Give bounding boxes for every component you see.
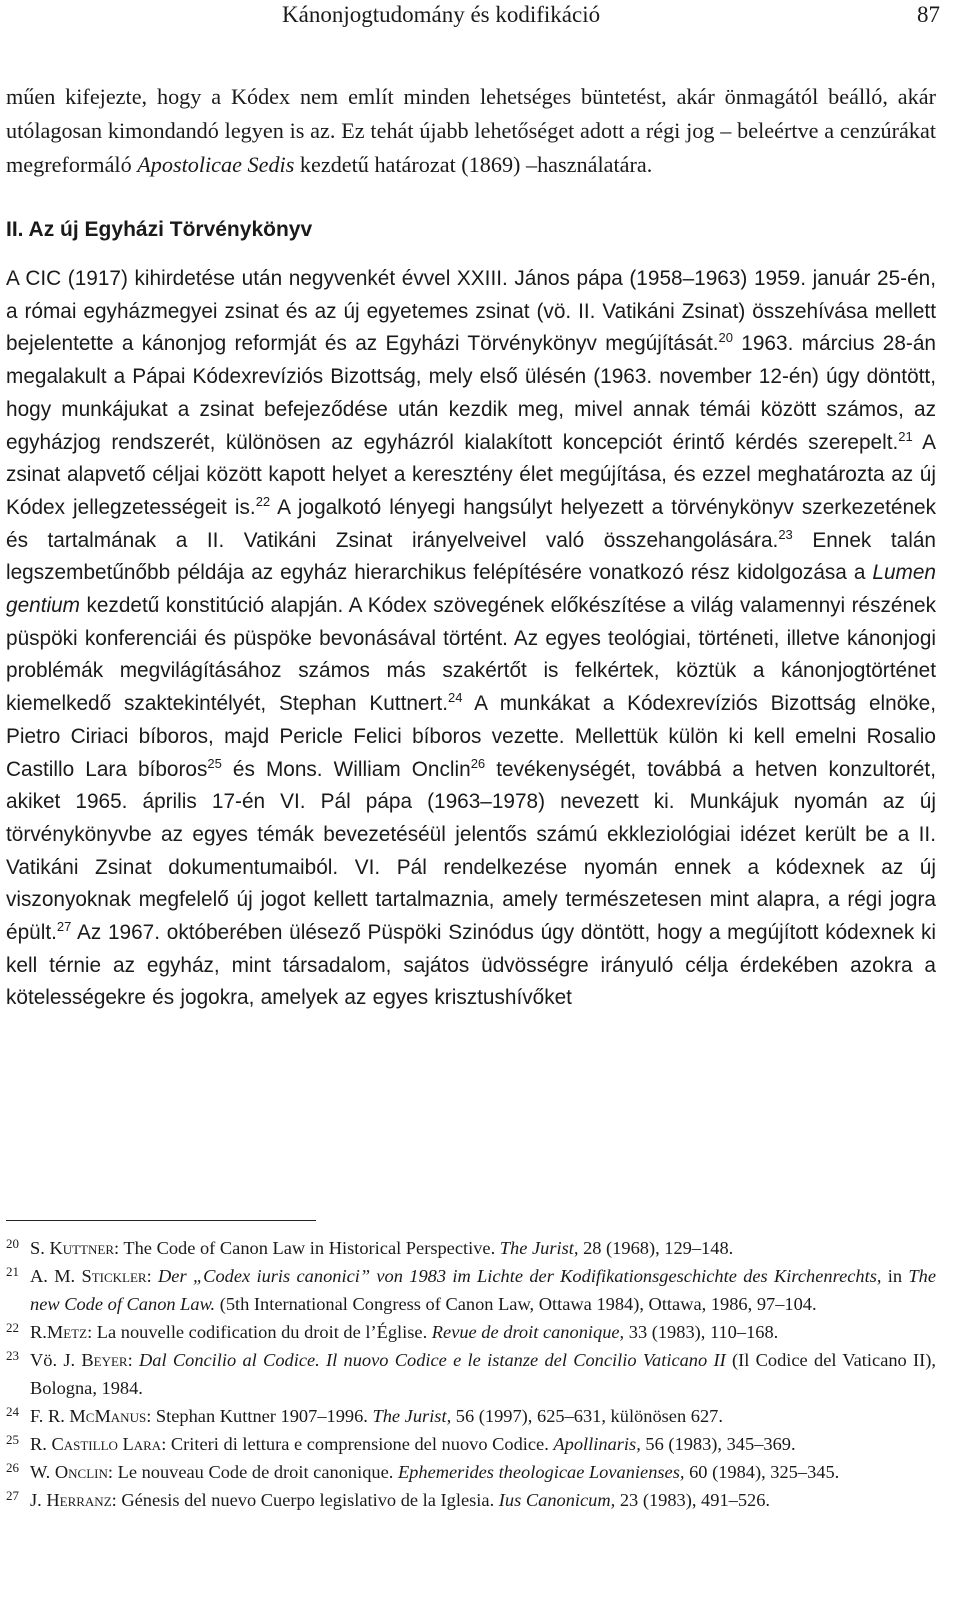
italic-title: Lumen gentium	[6, 561, 936, 618]
footnote-number: 20	[6, 1236, 19, 1251]
text-run: Ennek talán legszembetűnőbb példája az egyház hierarchikus felépítésére vonatkozó rész kidolgozása a	[6, 528, 936, 585]
footnote-ref[interactable]: 26	[470, 755, 486, 771]
footnote-ref[interactable]: 25	[207, 755, 222, 771]
footnote-text: R.Metz: La nouvelle codification du droit de l’Église. Revue de droit canonique, 33 (1983), 110–168.	[30, 1322, 779, 1342]
footnote-item	[6, 1234, 936, 1262]
footnote-ref[interactable]: 21	[898, 428, 913, 444]
body-text	[6, 80, 936, 1015]
footnote-number: 27	[6, 1488, 19, 1503]
footnote-separator	[6, 1220, 316, 1221]
text-run: 1963. március 28-án megalakult a Pápai Kódexrevíziós Bizottság, mely első ülésén (1963. november 12-én) úgy döntött, hogy munkájukat a zsinat befejeződése után kezdik meg, mivel annak témái között számos, az egyházjog rendszerét, különösen az egyházról kialakított koncepciót érintő kérdés szerepelt.	[6, 332, 936, 454]
footnote-ref[interactable]: 20	[718, 330, 733, 346]
text-run: és Mons. William Onclin	[221, 757, 471, 781]
footnote-item	[6, 1346, 936, 1402]
footnote-item	[6, 1262, 936, 1318]
footnotes	[6, 1234, 936, 1514]
footnote-ref[interactable]: 24	[447, 690, 463, 706]
footnote-text: Vö. J. Beyer: Dal Concilio al Codice. Il nuovo Codice e le istanze del Concilio Vaticano II (Il Codice del Vaticano II), Bologna, 1984.	[30, 1350, 936, 1398]
paragraph-main	[6, 263, 936, 1015]
footnote-text: J. Herranz: Génesis del nuevo Cuerpo legislativo de la Iglesia. Ius Canonicum, 23 (1983), 491–526.	[30, 1490, 771, 1510]
footnote-text: A. M. Stickler: Der „Codex iuris canonici” von 1983 im Lichte der Kodifikationsgeschichte des Kirchenrechts, in The new Code of Canon Law. (5th International Congress of Canon Law, Ottawa 1984), Ottawa, 1986, 97–104.	[30, 1266, 936, 1314]
footnote-item	[6, 1486, 936, 1514]
section-heading: II. Az új Egyházi Törvénykönyv	[6, 218, 313, 241]
footnote-text: S. Kuttner: The Code of Canon Law in Historical Perspective. The Jurist, 28 (1968), 129–148.	[30, 1238, 734, 1258]
text-run: A jogalkotó lényegi hangsúlyt helyezett a törvénykönyv szerkezetének és tartalmának a II. Vatikáni Zsinat irányelveivel való összehangolására.	[6, 495, 937, 552]
text-run: A zsinat alapvető céljai között kapott helyet a keresztény élet megújítása, és ezzel meghatározta az új Kódex jellegzetességeit is.	[6, 430, 937, 519]
italic-title: Apostolicae Sedis	[137, 152, 295, 177]
text-run: tevékenységét, továbbá a hetven konzultorét, akiket 1965. április 17-én VI. Pál pápa (1963–1978) nevezett ki. Munkájuk nyomán az új törvénykönyvbe az egyes témák bevezetéséül jelentős számú ekkleziológiai idézet került be a II. Vatikáni Zsinat dokumentumaiból. VI. Pál rendelkezése nyomán ennek a kódexnek az új viszonyoknak megfelelő új jogot kellett tartalmaznia, amely természetesen mint alapra, a régi jogra épült.	[6, 757, 936, 945]
paragraph-continuation	[6, 80, 936, 182]
footnote-number: 24	[6, 1404, 19, 1419]
running-header	[282, 0, 940, 30]
footnote-number: 26	[6, 1460, 19, 1475]
page-number: 87	[917, 2, 940, 27]
text-run: Az 1967. októberében ülésező Püspöki Szinódus úgy döntött, hogy a megújított kódexnek ki kell térnie az egyház, mint társadalom, sajátos üdvösségre irányuló célja érdekében azokra a kötelességekre és jogokra, amelyek az egyes krisztushívőket	[6, 921, 936, 1010]
footnote-ref[interactable]: 23	[778, 526, 793, 542]
text-run: kezdetű határozat (1869) –használatára.	[294, 152, 653, 177]
text-run: A CIC (1917) kihirdetése után negyvenkét évvel XXIII. János pápa (1958–1963) 1959. január 25-én, a római egyházmegyei zsinat és az új egyetemes zsinat (vö. II. Vatikáni Zsinat) összehívása mellett bejelentette a kánonjog reformját és az Egyházi Törvénykönyv megújítását.	[6, 267, 936, 356]
footnote-ref[interactable]: 27	[56, 919, 72, 935]
footnote-ref[interactable]: 22	[255, 494, 271, 510]
footnote-item	[6, 1402, 936, 1430]
footnote-text: F. R. McManus: Stephan Kuttner 1907–1996. The Jurist, 56 (1997), 625–631, különösen 627.	[30, 1406, 723, 1426]
running-title: Kánonjogtudomány és kodifikáció	[282, 2, 601, 27]
footnote-number: 23	[6, 1348, 19, 1363]
footnote-number: 21	[6, 1264, 19, 1279]
footnote-number: 22	[6, 1320, 19, 1335]
footnote-text: W. Onclin: Le nouveau Code de droit canonique. Ephemerides theologicae Lovanienses, 60 (1984), 325–345.	[30, 1462, 840, 1482]
footnote-item	[6, 1458, 936, 1486]
footnote-text: R. Castillo Lara: Criteri di lettura e comprensione del nuovo Codice. Apollinaris, 56 (1983), 345–369.	[30, 1434, 796, 1454]
text-run: műen kifejezte, hogy a Kódex nem említ minden lehetséges büntetést, akár önmagától beálló, akár utólagosan kimondandó legyen is az. Ez tehát újabb lehetőséget adott a régi jog – beleértve a cenzúrákat megreformáló	[6, 84, 936, 177]
text-run: A munkákat a Kódexrevíziós Bizottság elnöke, Pietro Ciriaci bíboros, majd Pericle Felici bíboros vezette. Mellettük külön ki kell emelni Rosalio Castillo Lara bíboros	[6, 692, 937, 781]
footnote-number: 25	[6, 1432, 19, 1447]
text-run: kezdetű konstitúció alapján. A Kódex szövegének előkészítése a világ valamennyi részének püspöki konferenciái és püspöke bevonásával történt. Az egyes teológiai, történeti, illetve kánonjogi problémák megvilágításához számos más szakértőt is felkértek, köztük a kánonjogtörténet kiemelkedő szaktekintélyét, Stephan Kuttnert.	[6, 594, 936, 716]
footnote-item	[6, 1430, 936, 1458]
footnote-item	[6, 1318, 936, 1346]
